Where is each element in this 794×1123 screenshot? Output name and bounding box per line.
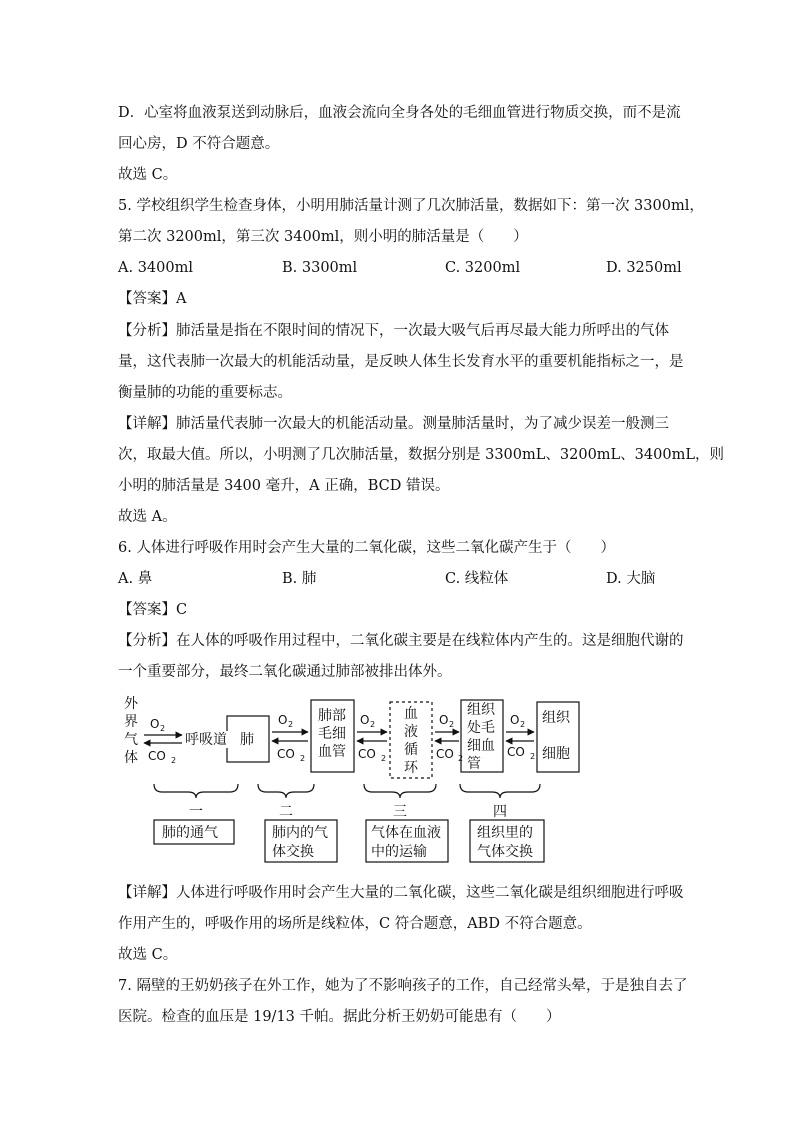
q5-detail-line2: 次，取最大值。所以，小明测了几次肺活量，数据分别是 3300mL、3200mL、3400mL，则 <box>118 447 724 463</box>
outside-air-char: 体 <box>124 750 138 766</box>
svg-text:细血: 细血 <box>467 738 495 754</box>
svg-text:组织: 组织 <box>467 702 495 718</box>
q4-option-d-line1: D．心室将血液泵送到动脉后，血液会流向全身各处的毛细血管进行物质交换，而不是流 <box>118 105 681 121</box>
q6-option-b: B. 肺 <box>282 571 317 587</box>
outside-air-char: 外 <box>124 696 138 712</box>
q5-conclusion: 故选 A。 <box>118 509 177 525</box>
svg-text:气体交换: 气体交换 <box>477 844 533 860</box>
q6-option-d: D. 大脑 <box>606 571 656 587</box>
svg-text:体交换: 体交换 <box>272 844 314 860</box>
svg-text:CO: CO <box>277 747 295 761</box>
svg-text:CO: CO <box>358 747 376 761</box>
q5-option-a: A. 3400ml <box>118 260 193 276</box>
svg-text:处毛: 处毛 <box>467 720 495 736</box>
svg-text:组织: 组织 <box>542 710 570 726</box>
svg-text:2: 2 <box>370 720 376 729</box>
svg-text:2: 2 <box>520 720 526 729</box>
svg-text:O: O <box>510 713 520 727</box>
svg-text:细胞: 细胞 <box>542 746 570 762</box>
q4-conclusion: 故选 C。 <box>118 167 178 183</box>
svg-text:CO: CO <box>507 745 525 759</box>
svg-text:血: 血 <box>404 706 418 722</box>
svg-text:O: O <box>278 713 288 727</box>
stage-number: 四 <box>493 804 507 820</box>
q6-option-c: C. 线粒体 <box>445 571 509 587</box>
q6-detail-line1: 【详解】人体进行呼吸作用时会产生大量的二氧化碳，这些二氧化碳是组织细胞进行呼吸 <box>118 885 684 901</box>
outside-air-char: 气 <box>124 732 138 748</box>
gas-exchange-arrows-1 <box>144 717 182 765</box>
q5-analysis-line3: 衡量肺的功能的重要标志。 <box>118 385 292 401</box>
o2-label: O <box>150 717 160 731</box>
svg-text:2: 2 <box>160 724 166 733</box>
svg-text:2: 2 <box>530 752 536 761</box>
svg-text:O: O <box>360 713 370 727</box>
q5-detail-line3: 小明的肺活量是 3400 毫升，A 正确，BCD 错误。 <box>118 478 450 494</box>
svg-text:2: 2 <box>381 754 387 763</box>
q6-conclusion: 故选 C。 <box>118 947 178 963</box>
q4-option-d-line2: 回心房，D 不符合题意。 <box>118 136 280 152</box>
svg-text:2: 2 <box>300 754 306 763</box>
stage-brace <box>154 784 238 798</box>
svg-text:组织里的: 组织里的 <box>477 825 533 841</box>
q5-detail-line1: 【详解】肺活量代表肺一次最大的机能活动量。测量肺活量时，为了减少误差一般测三 <box>118 416 669 432</box>
svg-text:血管: 血管 <box>318 744 346 760</box>
gas-exchange-arrows-2 <box>272 713 308 763</box>
svg-text:肺内的气: 肺内的气 <box>272 825 328 841</box>
stage-brace <box>460 784 540 798</box>
q5-analysis-line2: 量，这代表肺一次最大的机能活动量，是反映人体生长发育水平的重要机能指标之一，是 <box>118 354 684 370</box>
gas-exchange-arrows-5 <box>506 713 535 761</box>
respiration-process-diagram <box>110 692 600 872</box>
svg-text:毛细: 毛细 <box>318 726 346 742</box>
q7-stem-line1: 7. 隔壁的王奶奶孩子在外工作，她为了不影响孩子的工作，自己经常头晕，于是独自去了 <box>118 978 688 994</box>
stage-number: 三 <box>393 804 407 820</box>
gas-exchange-arrows-4 <box>435 713 463 763</box>
svg-text:肺部: 肺部 <box>318 708 346 724</box>
q6-stem: 6. 人体进行呼吸作用时会产生大量的二氧化碳，这些二氧化碳产生于（ ） <box>118 540 615 556</box>
svg-text:循: 循 <box>404 742 418 758</box>
q5-option-b: B. 3300ml <box>282 260 358 276</box>
q5-option-d: D. 3250ml <box>606 260 682 276</box>
svg-text:液: 液 <box>404 724 418 740</box>
svg-text:环: 环 <box>404 760 418 776</box>
q5-answer: 【答案】A <box>118 291 187 307</box>
stage-number: 一 <box>189 804 203 820</box>
q6-analysis-line2: 一个重要部分，最终二氧化碳通过肺部被排出体外。 <box>118 664 452 680</box>
svg-text:2: 2 <box>449 720 455 729</box>
q6-answer: 【答案】C <box>118 602 188 618</box>
q5-stem-line2: 第二次 3200ml，第三次 3400ml，则小明的肺活量是（ ） <box>118 229 528 245</box>
svg-text:中的运输: 中的运输 <box>371 844 427 860</box>
co2-label: CO <box>148 749 166 763</box>
svg-text:2: 2 <box>288 720 294 729</box>
airway-label: 呼吸道 <box>185 732 227 748</box>
stage-brace <box>258 784 314 798</box>
svg-text:CO: CO <box>436 747 454 761</box>
q5-stem-line1: 5. 学校组织学生检查身体，小明用肺活量计测了几次肺活量，数据如下：第一次 3300ml， <box>118 198 704 214</box>
lung-label: 肺 <box>240 732 254 748</box>
q5-option-c: C. 3200ml <box>445 260 521 276</box>
stage-number: 二 <box>279 804 293 820</box>
gas-exchange-arrows-3 <box>357 713 387 763</box>
svg-text:肺的通气: 肺的通气 <box>162 825 218 841</box>
q7-stem-line2: 医院。检查的血压是 19/13 千帕。据此分析王奶奶可能患有（ ） <box>118 1009 561 1025</box>
q6-analysis-line1: 【分析】在人体的呼吸作用过程中，二氧化碳主要是在线粒体内产生的。这是细胞代谢的 <box>118 633 684 649</box>
outside-air-char: 界 <box>124 714 138 730</box>
svg-text:2: 2 <box>458 754 464 763</box>
q6-option-a: A. 鼻 <box>118 571 153 587</box>
svg-text:管: 管 <box>467 756 481 772</box>
q6-detail-line2: 作用产生的，呼吸作用的场所是线粒体，C 符合题意，ABD 不符合题意。 <box>118 916 592 932</box>
q5-analysis-line1: 【分析】肺活量是指在不限时间的情况下，一次最大吸气后再尽最大能力所呼出的气体 <box>118 323 669 339</box>
outside-air-label <box>124 696 139 766</box>
svg-text:O: O <box>439 713 449 727</box>
svg-text:气体在血液: 气体在血液 <box>371 825 441 841</box>
stage-brace <box>364 784 436 798</box>
svg-text:2: 2 <box>171 756 177 765</box>
